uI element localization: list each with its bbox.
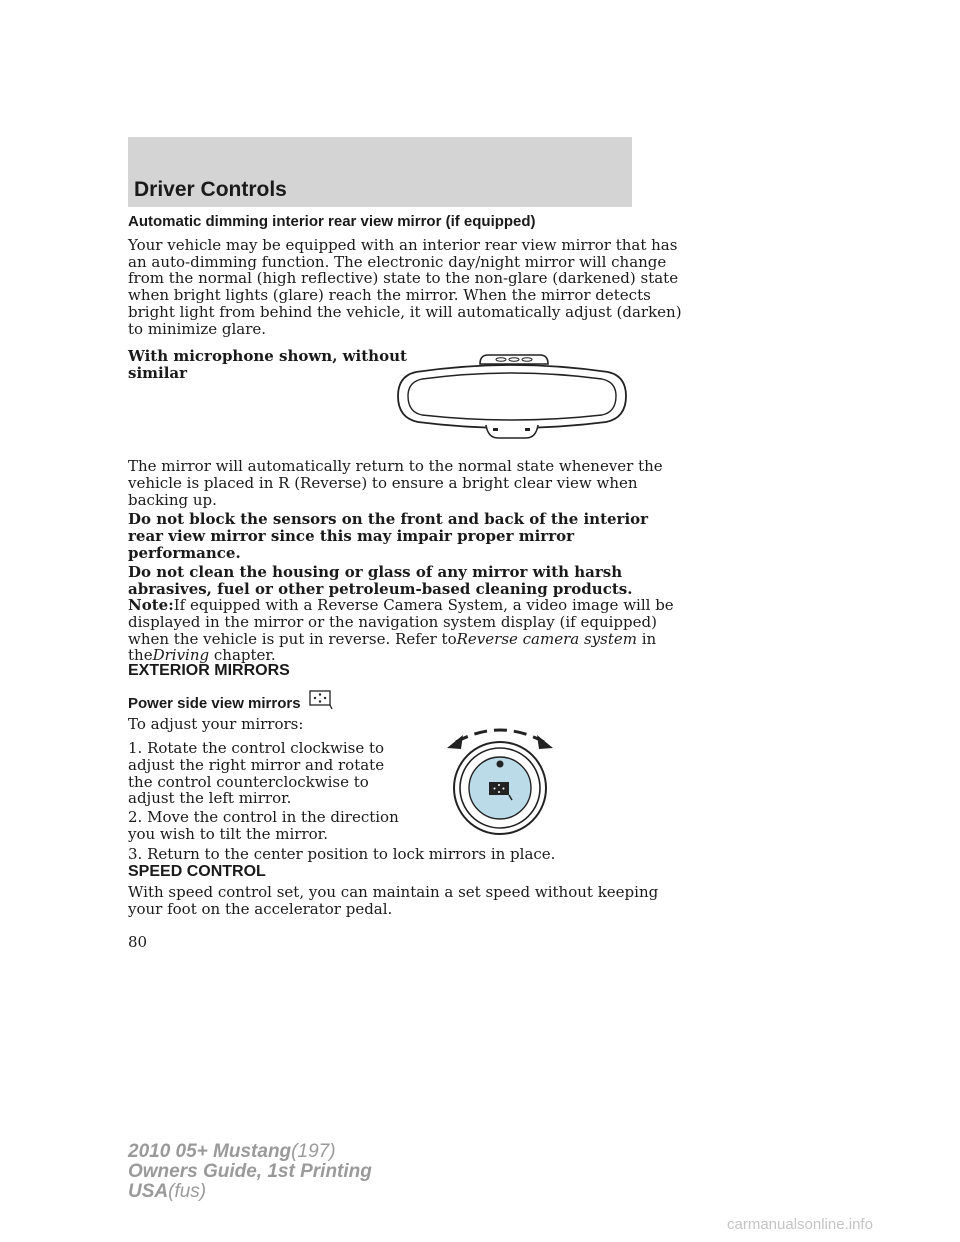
body-line: an auto-dimming function. The electronic day/night mirror will change — [128, 252, 667, 271]
body-line: Your vehicle may be equipped with an interior rear view mirror that has — [128, 235, 678, 254]
caption-line: similar — [128, 363, 188, 382]
warning-line: rear view mirror since this may impair proper mirror — [128, 526, 575, 545]
step-line: 1. Rotate the control clockwise to — [128, 739, 385, 757]
warning-sensors — [128, 511, 648, 561]
mirror-control-knob-illustration — [436, 718, 566, 836]
body-line: With speed control set, you can maintain a set speed without keeping — [128, 883, 659, 901]
mirror-caption — [128, 348, 407, 382]
footer-edition: Owners Guide, 1st Printing — [128, 1161, 372, 1182]
note-text: when the vehicle is put in reverse. Refer to — [128, 629, 457, 648]
step-2 — [128, 809, 399, 843]
exterior-mirrors-heading: EXTERIOR MIRRORS — [128, 662, 290, 679]
warning-line: Do not clean the housing or glass of any mirror with harsh — [128, 563, 623, 581]
note-text: in — [636, 629, 657, 648]
step-line: you wish to tilt the mirror. — [128, 824, 328, 843]
adjust-intro: To adjust your mirrors: — [128, 715, 304, 733]
body-line: The mirror will automatically return to the normal state whenever the — [128, 457, 663, 475]
speed-control-body — [128, 884, 658, 918]
note-text: the — [128, 646, 153, 665]
body-line: to minimize glare. — [128, 319, 267, 338]
mirror-control-icon — [309, 690, 333, 710]
note-text: If equipped with a Reverse Camera System, a video image will be — [173, 596, 674, 614]
auto-dim-body — [128, 237, 682, 338]
footer-code: (fus) — [168, 1181, 207, 1202]
auto-dim-heading: Automatic dimming interior rear view mirror (if equipped) — [128, 213, 536, 230]
step-line: adjust the left mirror. — [128, 789, 292, 808]
note-label: Note: — [128, 596, 174, 614]
step-line: 2. Move the control in the direction — [128, 808, 399, 826]
power-side-mirrors-heading — [128, 690, 333, 713]
warning-line: performance. — [128, 543, 241, 562]
body-line: from the normal (high reflective) state to the non-glare (darkened) state — [128, 269, 679, 288]
cross-reference: Reverse camera system — [456, 629, 637, 648]
footer-code: (197) — [291, 1141, 336, 1162]
footer-model: 2010 05+ Mustang — [128, 1141, 292, 1162]
warning-line: Do not block the sensors on the front and back of the interior — [128, 510, 649, 528]
warning-clean — [128, 564, 632, 598]
reverse-camera-note — [128, 597, 674, 664]
step-3: 3. Return to the center position to lock mirrors in place. — [128, 845, 556, 863]
subheading-text: Power side view mirrors — [128, 695, 301, 712]
step-1 — [128, 740, 384, 807]
rear-view-mirror-illustration — [394, 352, 630, 440]
watermark: carmanualsonline.info — [727, 1216, 873, 1233]
warning-line: abrasives, fuel or other petroleum-based cleaning products. — [128, 579, 633, 598]
caption-line: With microphone shown, without — [128, 347, 407, 365]
footer-market: USA — [128, 1181, 169, 1202]
body-line: vehicle is placed in R (Reverse) to ensure a bright clear view when — [128, 473, 638, 492]
section-title: Driver Controls — [134, 178, 287, 201]
reverse-note — [128, 458, 663, 508]
auto-dim-section — [128, 214, 682, 338]
note-text: displayed in the mirror or the navigation system display (if equipped) — [128, 612, 657, 631]
body-line: backing up. — [128, 490, 217, 509]
page-number: 80 — [128, 933, 148, 951]
speed-control-heading: SPEED CONTROL — [128, 863, 266, 880]
body-line: bright light from behind the vehicle, it will automatically adjust (darken) — [128, 302, 682, 321]
cross-reference: Driving — [152, 646, 210, 665]
body-line: your foot on the accelerator pedal. — [128, 899, 393, 918]
body-line: when bright lights (glare) reach the mirror. When the mirror detects — [128, 286, 651, 305]
note-text: chapter. — [209, 646, 276, 665]
document-footer — [128, 1142, 372, 1202]
step-line: the control counterclockwise to — [128, 772, 369, 791]
step-line: adjust the right mirror and rotate — [128, 755, 385, 774]
